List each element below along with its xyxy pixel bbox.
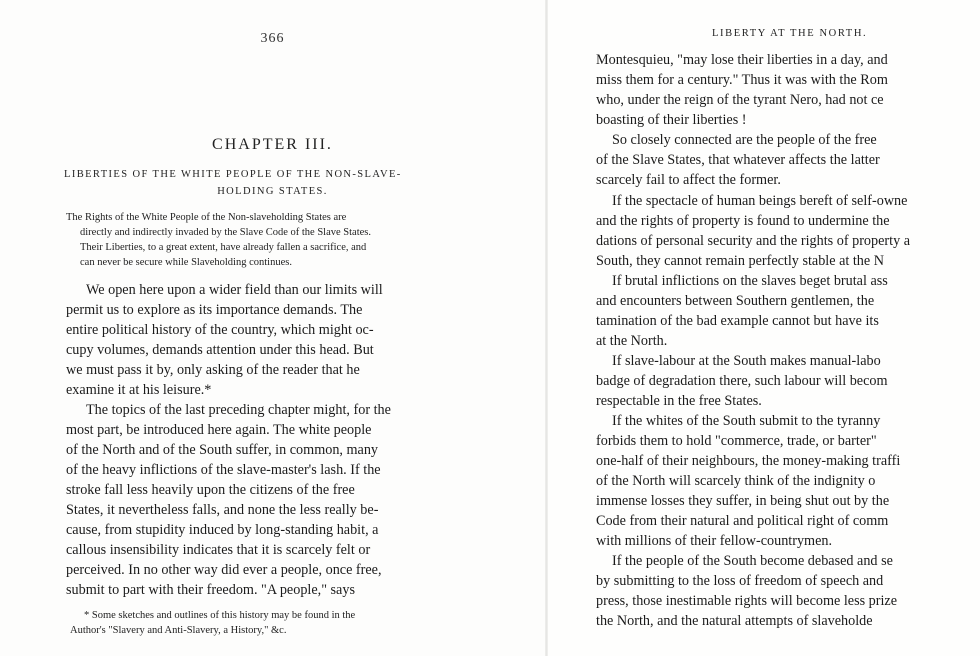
body-line: entire political history of the country, which might oc- [66, 322, 374, 338]
body-line: scarcely fail to affect the former. [596, 172, 781, 188]
summary-line: can never be secure while Slaveholding continues. [80, 257, 292, 268]
chapter-title-line: HOLDING STATES. [217, 186, 328, 197]
body-line: If brutal inflictions on the slaves beget brutal ass [612, 273, 888, 289]
body-line: one-half of their neighbours, the money-making traffi [596, 453, 901, 469]
body-line: press, those inestimable rights will become less prize [596, 593, 898, 609]
body-line: who, under the reign of the tyrant Nero, had not ce [596, 92, 884, 108]
body-line: of the North and of the South suffer, in common, many [66, 442, 379, 458]
summary-line: The Rights of the White People of the Non-slaveholding States are [66, 212, 347, 223]
right-page [548, 0, 980, 656]
body-line: We open here upon a wider field than our limits will [86, 282, 383, 298]
body-line: The topics of the last preceding chapter might, for the [86, 402, 391, 418]
chapter-heading: CHAPTER III. [212, 136, 333, 153]
body-line: the North, and the natural attempts of slaveholde [596, 613, 873, 629]
body-line: most part, be introduced here again. The white people [66, 422, 372, 438]
body-line: If the people of the South become debased and se [612, 553, 893, 569]
body-line: immense losses they suffer, in being shut out by the [596, 493, 890, 509]
body-line: perceived. In no other way did ever a people, once free, [66, 562, 382, 578]
body-line: examine it at his leisure.* [66, 382, 212, 398]
body-line: and encounters between Southern gentlemen, the [596, 293, 875, 309]
body-line: of the Slave States, that whatever affects the latter [596, 152, 880, 168]
footnote-line: * Some sketches and outlines of this history may be found in the [84, 610, 356, 621]
body-line: boasting of their liberties ! [596, 112, 747, 128]
body-line: stroke fall less heavily upon the citizens of the free [66, 482, 355, 498]
body-line: submit to part with their freedom. "A people," says [66, 582, 355, 598]
body-line: If the spectacle of human beings bereft of self-owne [612, 193, 908, 209]
page-number: 366 [260, 31, 285, 46]
body-line: South, they cannot remain perfectly stable at the N [596, 253, 884, 269]
body-line: tamination of the bad example cannot but have its [596, 313, 879, 329]
running-head: LIBERTY AT THE NORTH. [712, 28, 868, 39]
body-line: with millions of their fellow-countrymen. [596, 533, 833, 549]
summary-line: directly and indirectly invaded by the Slave Code of the Slave States. [80, 227, 372, 238]
body-line: So closely connected are the people of the free [612, 132, 877, 148]
body-line: If slave-labour at the South makes manual-labo [612, 353, 881, 369]
body-line: States, it nevertheless falls, and none the less really be- [66, 502, 379, 518]
body-line: and the rights of property is found to undermine the [596, 213, 890, 229]
body-line: forbids them to hold "commerce, trade, or barter" [596, 433, 877, 449]
body-line: at the North. [596, 333, 668, 349]
body-line: of the North will scarcely think of the indignity o [596, 473, 876, 489]
body-line: cause, from stupidity induced by long-standing habit, a [66, 522, 379, 538]
body-line: Code from their natural and political right of comm [596, 513, 889, 529]
body-line: respectable in the free States. [596, 393, 762, 409]
body-line: Montesquieu, "may lose their liberties in a day, and [596, 52, 888, 68]
body-line: we must pass it by, only asking of the reader that he [66, 362, 360, 378]
footnote-line: Author's "Slavery and Anti-Slavery, a History," &c. [70, 625, 287, 636]
body-line: badge of degradation there, such labour will becom [596, 373, 888, 389]
body-line: permit us to explore as its importance demands. The [66, 302, 363, 318]
body-line: dations of personal security and the rights of property a [596, 233, 911, 249]
body-line: callous insensibility indicates that it is scarcely felt or [66, 542, 371, 558]
body-line: If the whites of the South submit to the tyranny [612, 413, 881, 429]
body-line: of the heavy inflictions of the slave-master's lash. If the [66, 462, 381, 478]
chapter-title-line: LIBERTIES OF THE WHITE PEOPLE OF THE NON-SLAVE- [64, 169, 402, 180]
body-line: miss them for a century." Thus it was with the Rom [596, 72, 888, 88]
body-line: by submitting to the loss of freedom of speech and [596, 573, 884, 589]
summary-line: Their Liberties, to a great extent, have already fallen a sacrifice, and [80, 242, 367, 253]
body-line: cupy volumes, demands attention under this head. But [66, 342, 374, 358]
